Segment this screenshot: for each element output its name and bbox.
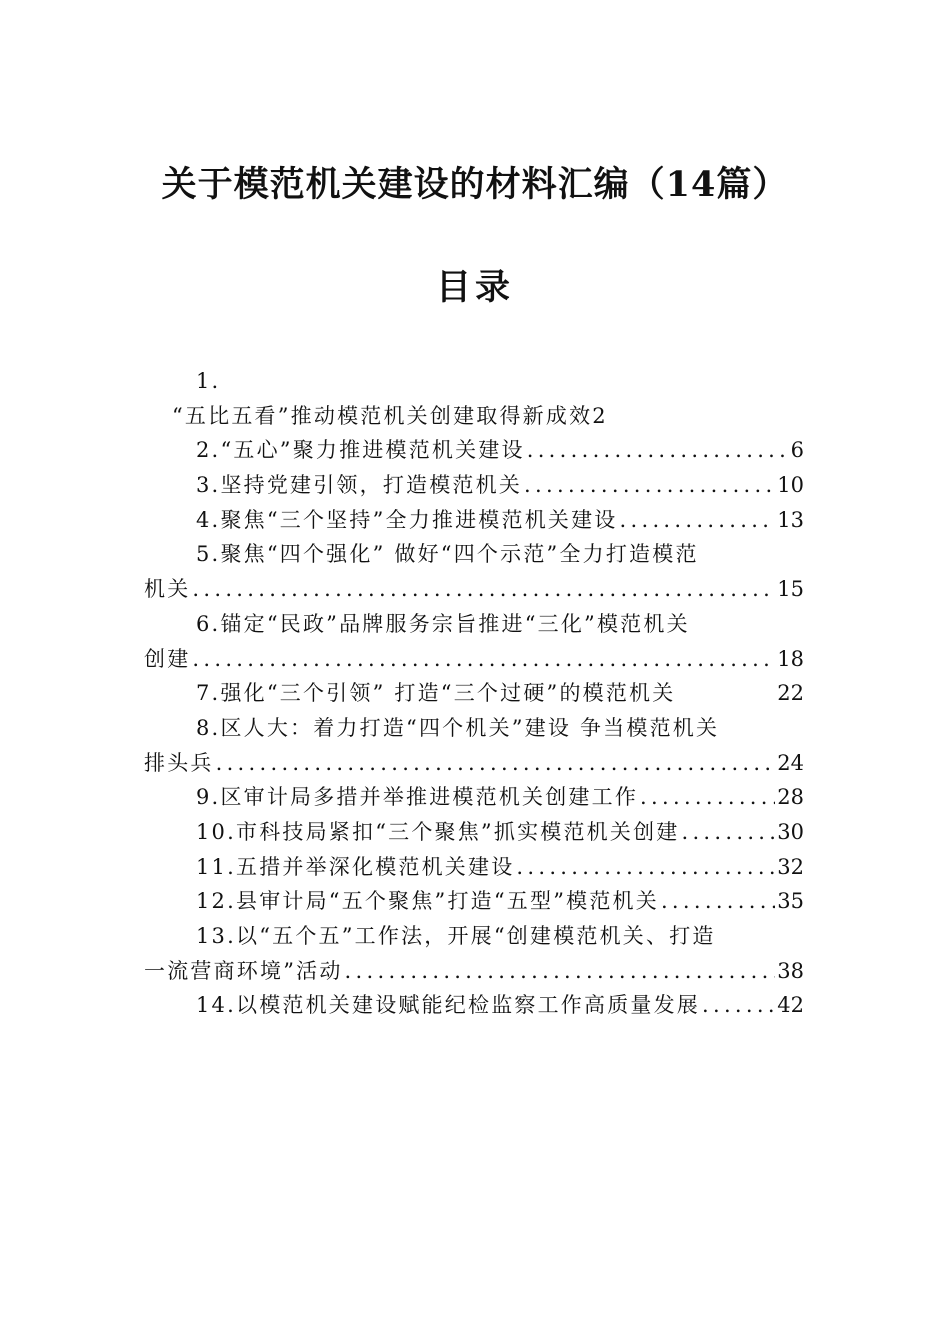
toc-entry-page: 28 <box>777 785 804 810</box>
toc-entry-title: 锚定“民政”品牌服务宗旨推进“三化”模范机关 <box>220 611 690 636</box>
toc-entry-page: 42 <box>777 993 804 1018</box>
toc-entry-title: 区人大：着力打造“四个机关”建设 争当模范机关 <box>220 715 720 740</box>
dot-leader <box>216 746 776 781</box>
toc-entry-page: 15 <box>777 577 804 602</box>
toc-entry-number: 11. <box>196 854 236 879</box>
toc-entry-number: 9. <box>196 785 221 810</box>
dot-leader <box>702 988 775 1023</box>
toc-entry-number: 7. <box>196 681 221 706</box>
toc-entry-8-continued[interactable] <box>144 746 804 781</box>
toc-entry-13[interactable] <box>144 919 804 954</box>
toc-entry-8[interactable] <box>144 711 804 746</box>
toc-entry-title: 创建 <box>144 646 191 671</box>
toc-entry-page: 22 <box>777 681 804 706</box>
toc-entry-9[interactable] <box>144 780 804 815</box>
toc-entry-number: 13. <box>196 924 236 948</box>
dot-leader <box>681 815 775 850</box>
toc-entry-number: 6. <box>196 611 221 636</box>
toc-entry-1[interactable] <box>144 399 804 434</box>
toc-heading: 目录 <box>435 267 514 308</box>
toc-entry-14[interactable] <box>144 988 804 1023</box>
toc-entry-7[interactable] <box>144 676 804 711</box>
toc-entry-page: 30 <box>777 819 804 844</box>
toc-entry-number: 8. <box>196 715 221 740</box>
toc-entry-number: 5. <box>196 542 221 567</box>
toc-entry-12[interactable] <box>144 884 804 919</box>
dot-leader <box>192 642 775 677</box>
toc-entry-page: 6 <box>790 438 804 463</box>
dot-leader <box>640 780 775 815</box>
dot-leader <box>345 954 776 989</box>
toc-entry-number: 4. <box>196 507 221 532</box>
dot-leader <box>661 884 775 919</box>
toc-entry-title: 县审计局“五个聚焦”打造“五型”模范机关 <box>236 889 659 914</box>
toc-entry-number: 12. <box>196 889 236 914</box>
toc-entry-title: 以模范机关建设赋能纪检监察工作高质量发展 <box>236 993 700 1018</box>
toc-entry-4[interactable] <box>144 503 804 538</box>
toc-entry-1-number-line[interactable] <box>144 364 804 399</box>
dot-leader <box>524 468 775 503</box>
dot-leader <box>527 433 789 468</box>
toc-entry-page: 10 <box>777 473 804 498</box>
toc-entry-5[interactable] <box>144 537 804 572</box>
toc-entry-5-continued[interactable] <box>144 572 804 607</box>
dot-leader <box>620 503 776 538</box>
toc-entry-page: 2 <box>592 403 608 428</box>
toc-entry-10[interactable] <box>144 815 804 850</box>
toc-entry-title: 坚持党建引领，打造模范机关 <box>220 473 523 498</box>
toc-entry-title: 市科技局紧扣“三个聚焦”抓实模范机关创建 <box>236 819 680 844</box>
dot-leader <box>192 572 775 607</box>
toc-entry-page: 35 <box>777 889 804 914</box>
toc-entry-13-continued[interactable] <box>144 954 804 989</box>
toc-entry-page: 13 <box>777 507 804 532</box>
toc-entry-number: 14. <box>196 993 236 1018</box>
toc-entry-title: 排头兵 <box>144 750 214 775</box>
dot-leader <box>516 850 775 885</box>
toc-entry-number: 1. <box>196 369 221 393</box>
toc-entry-title: “五比五看”推动模范机关创建取得新成效 <box>172 403 593 428</box>
toc-entry-number: 2. <box>196 438 221 463</box>
toc-entry-title: 聚焦“三个坚持”全力推进模范机关建设 <box>220 507 618 532</box>
toc-entry-title: 机关 <box>144 577 191 602</box>
table-of-contents <box>144 364 804 1023</box>
toc-entry-2[interactable] <box>144 433 804 468</box>
toc-entry-page: 24 <box>777 750 804 775</box>
toc-entry-6[interactable] <box>144 607 804 642</box>
toc-entry-page: 32 <box>777 854 804 879</box>
toc-entry-title: 以“五个五”工作法，开展“创建模范机关、打造 <box>236 924 716 948</box>
toc-entry-11[interactable] <box>144 850 804 885</box>
toc-entry-number: 10. <box>196 819 236 844</box>
document-title: 关于模范机关建设的材料汇编（14篇） <box>161 164 789 205</box>
toc-entry-6-continued[interactable] <box>144 642 804 677</box>
toc-entry-title: 一流营商环境”活动 <box>144 958 343 983</box>
toc-entry-title: 强化“三个引领” 打造“三个过硬”的模范机关 <box>220 681 676 706</box>
toc-entry-page: 18 <box>777 646 804 671</box>
toc-entry-page: 38 <box>777 958 804 983</box>
toc-entry-3[interactable] <box>144 468 804 503</box>
toc-entry-title: “五心”聚力推进模范机关建设 <box>220 438 525 463</box>
toc-entry-title: 区审计局多措并举推进模范机关创建工作 <box>220 785 639 810</box>
toc-entry-number: 3. <box>196 473 221 498</box>
toc-entry-title: 聚焦“四个强化” 做好“四个示范”全力打造模范 <box>220 542 699 567</box>
toc-entry-title: 五措并举深化模范机关建设 <box>236 854 515 879</box>
